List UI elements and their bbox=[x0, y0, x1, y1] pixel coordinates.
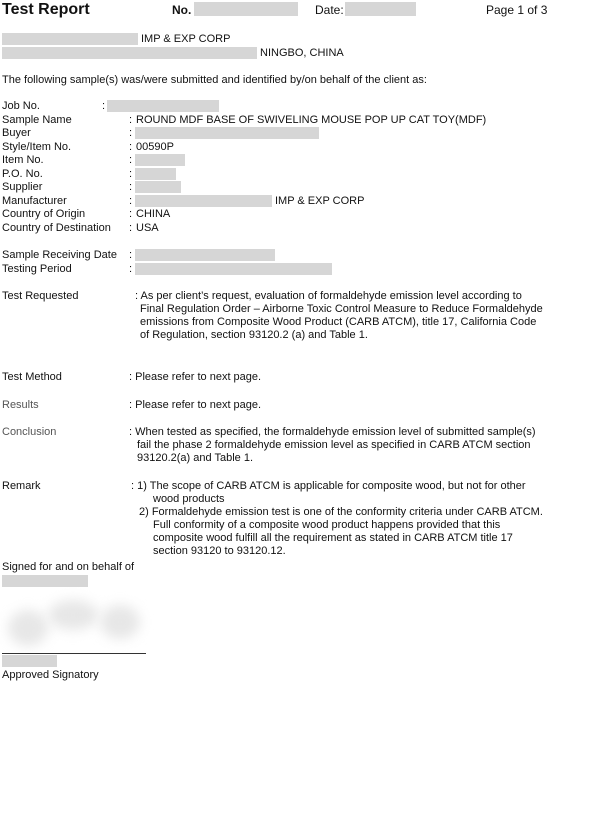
test-requested-line: : As per client’s request, evaluation of formaldehyde emission level according to bbox=[135, 290, 522, 302]
receiving-date-label: Sample Receiving Date bbox=[2, 249, 117, 261]
company-redaction bbox=[2, 575, 88, 587]
client-name-redaction bbox=[2, 33, 138, 45]
test-requested-text bbox=[135, 290, 543, 342]
style-item-label: Style/Item No. bbox=[2, 141, 72, 153]
manufacturer-colon: : bbox=[129, 195, 133, 207]
item-no-label: Item No. bbox=[2, 154, 44, 166]
buyer-label: Buyer bbox=[2, 127, 31, 139]
supplier-redaction bbox=[135, 181, 181, 193]
approved-signatory-label: Approved Signatory bbox=[2, 669, 99, 681]
buyer-redaction bbox=[135, 127, 319, 139]
style-item-value: 00590P bbox=[136, 141, 174, 153]
sample-name-colon: : bbox=[129, 114, 133, 126]
client-address-redaction bbox=[2, 47, 257, 59]
date-redaction bbox=[345, 2, 416, 16]
manufacturer-value: IMP & EXP CORP bbox=[275, 195, 365, 207]
style-item-colon: : bbox=[129, 141, 133, 153]
test-requested-line: of Regulation, section 93120.2 (a) and Table 1. bbox=[140, 329, 368, 341]
intro-text: The following sample(s) was/were submitted and identified by/on behalf of the client as: bbox=[2, 74, 427, 86]
job-no-label: Job No. bbox=[2, 100, 40, 112]
signed-for-text: Signed for and on behalf of bbox=[2, 561, 135, 573]
report-number-label: No. bbox=[172, 3, 192, 17]
report-title: Test Report bbox=[2, 1, 90, 18]
remark-line: 2) Formaldehyde emission test is one of the conformity criteria under CARB ATCM. bbox=[139, 506, 543, 518]
sample-name-value: ROUND MDF BASE OF SWIVELING MOUSE POP UP CAT TOY(MDF) bbox=[136, 114, 487, 126]
test-method-label: Test Method bbox=[2, 371, 62, 383]
remark-line: wood products bbox=[153, 493, 225, 505]
receiving-date-colon: : bbox=[129, 249, 133, 261]
test-requested-label: Test Requested bbox=[2, 290, 79, 302]
remark-line: section 93120 to 93120.12. bbox=[153, 545, 286, 557]
page-indicator: Page 1 of 3 bbox=[486, 3, 548, 17]
po-no-colon: : bbox=[129, 168, 133, 180]
testing-period-label: Testing Period bbox=[2, 263, 72, 275]
remark-text bbox=[131, 480, 543, 558]
test-method-text: : Please refer to next page. bbox=[129, 371, 262, 383]
conclusion-line: 93120.2(a) and Table 1. bbox=[137, 452, 253, 464]
po-no-label: P.O. No. bbox=[2, 168, 43, 180]
testing-period-colon: : bbox=[129, 263, 133, 275]
origin-label: Country of Origin bbox=[2, 208, 86, 220]
client-name-suffix: IMP & EXP CORP bbox=[141, 33, 231, 45]
testing-period-redaction bbox=[135, 263, 332, 275]
conclusion-label: Conclusion bbox=[2, 426, 57, 438]
date-label: Date: bbox=[315, 3, 344, 17]
buyer-colon: : bbox=[129, 127, 133, 139]
results-label: Results bbox=[2, 399, 39, 411]
remark-label: Remark bbox=[2, 480, 41, 492]
remark-line: composite wood fulfill all the requirement as stated in CARB ATCM title 17 bbox=[153, 532, 513, 544]
job-no-colon: : bbox=[102, 100, 106, 112]
origin-colon: : bbox=[129, 208, 133, 220]
supplier-colon: : bbox=[129, 181, 133, 193]
remark-line: : 1) The scope of CARB ATCM is applicable for composite wood, but not for other bbox=[131, 480, 526, 492]
signature-line bbox=[2, 653, 146, 654]
test-requested-line: Final Regulation Order – Airborne Toxic Control Measure to Reduce Formaldehyde bbox=[140, 303, 543, 315]
item-no-colon: : bbox=[129, 154, 133, 166]
sample-name-label: Sample Name bbox=[2, 114, 72, 126]
po-no-redaction bbox=[135, 168, 176, 180]
remark-line: Full conformity of a composite wood product happens provided that this bbox=[153, 519, 501, 531]
destination-value: USA bbox=[136, 222, 159, 234]
results-text: : Please refer to next page. bbox=[129, 399, 262, 411]
client-city: NINGBO, CHINA bbox=[260, 47, 344, 59]
supplier-label: Supplier bbox=[2, 181, 43, 193]
manufacturer-label: Manufacturer bbox=[2, 195, 67, 207]
job-no-redaction bbox=[107, 100, 219, 112]
test-requested-line: emissions from Composite Wood Product (CARB ATCM), title 17, California Code bbox=[140, 316, 537, 328]
receiving-date-redaction bbox=[135, 249, 275, 261]
conclusion-line: : When tested as specified, the formaldehyde emission level of submitted sample(s) bbox=[129, 426, 536, 438]
destination-label: Country of Destination bbox=[2, 222, 111, 234]
conclusion-text bbox=[129, 426, 536, 465]
destination-colon: : bbox=[129, 222, 133, 234]
origin-value: CHINA bbox=[136, 208, 171, 220]
item-no-redaction bbox=[135, 154, 185, 166]
manufacturer-name-redaction bbox=[135, 195, 272, 207]
report-number-redaction bbox=[194, 2, 298, 16]
signatory-name-redaction bbox=[2, 655, 57, 667]
conclusion-line: fail the phase 2 formaldehyde emission level as specified in CARB ATCM section bbox=[137, 439, 531, 451]
